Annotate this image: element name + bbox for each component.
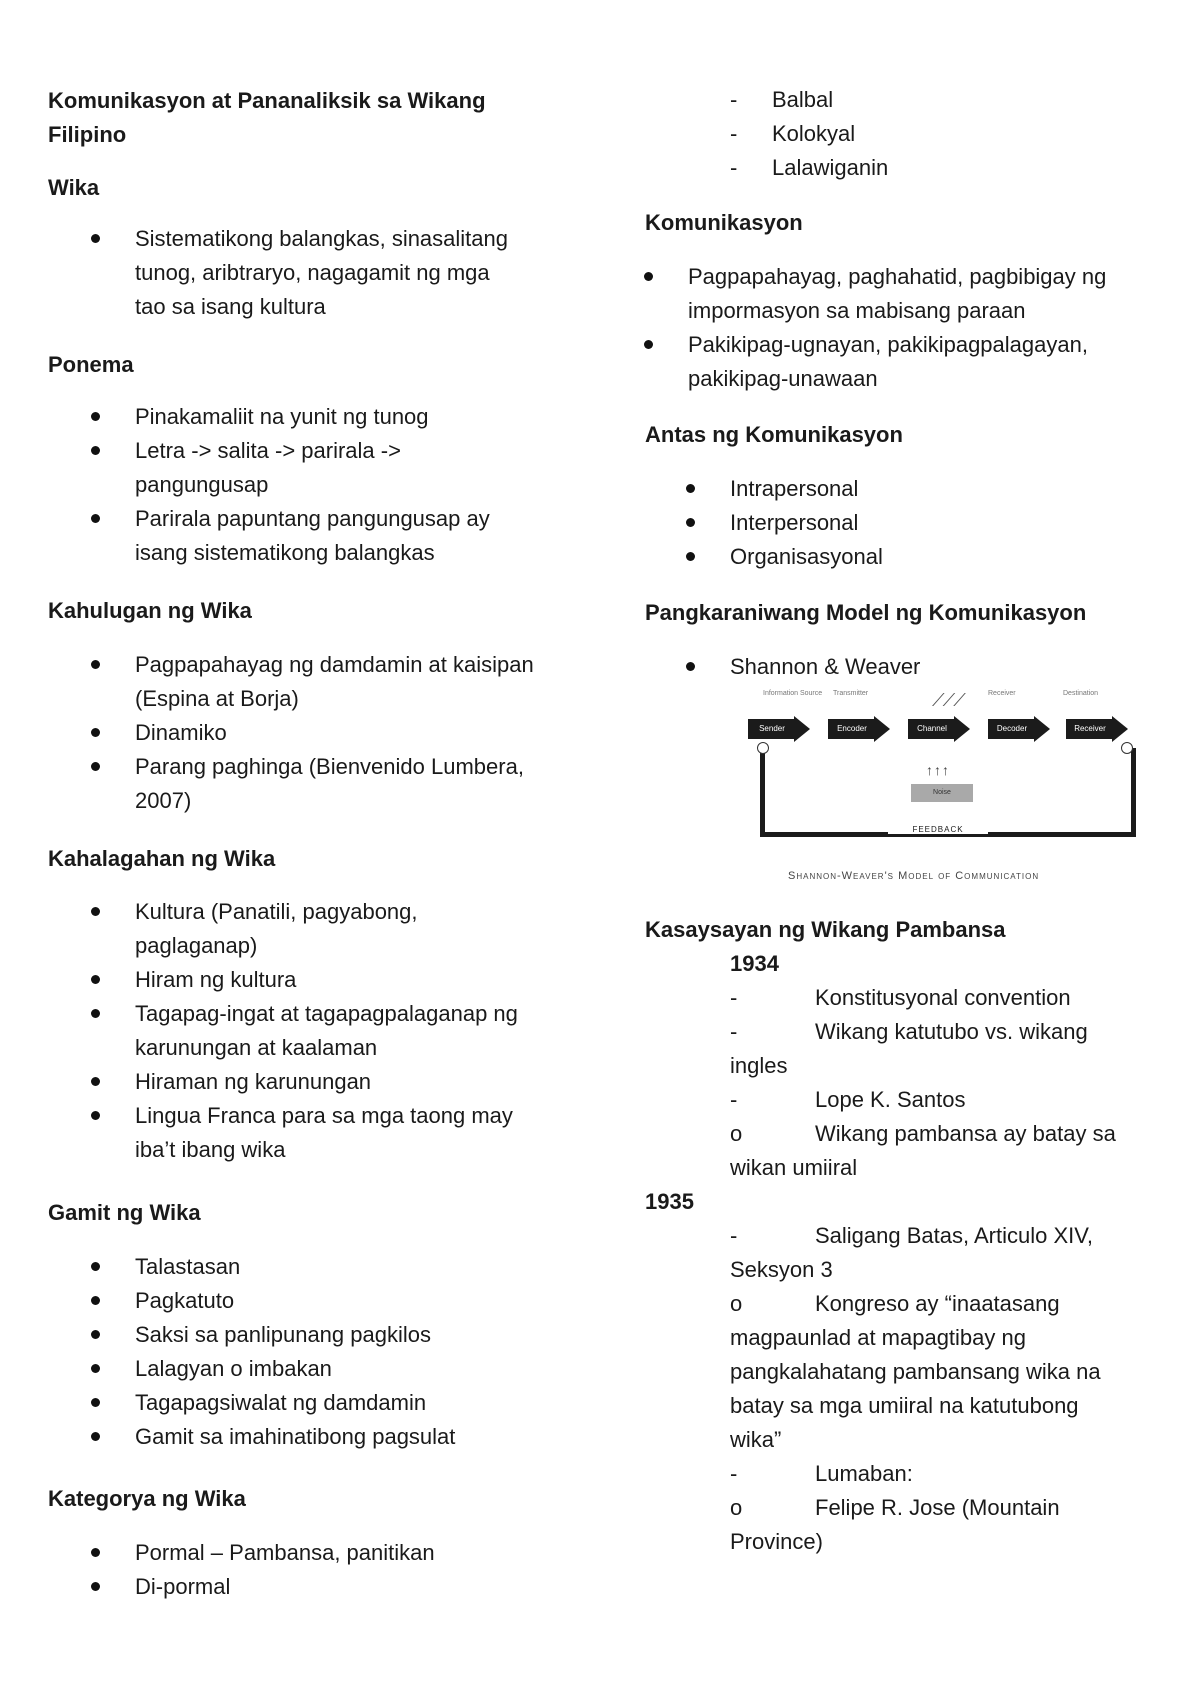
item-text: Interpersonal: [730, 510, 859, 535]
heading-antas: Antas ng Komunikasyon: [645, 422, 903, 447]
noise-arrows-icon: ↑↑↑: [926, 762, 950, 778]
item-text: 2007): [135, 788, 192, 813]
diagram-caption: Shannon-Weaver's Model of Communication: [788, 870, 1040, 882]
list-item: [135, 1250, 585, 1284]
shannon-weaver-diagram: [748, 690, 1138, 890]
item-text: (Espina at Borja): [135, 686, 299, 711]
arrow-head-icon: [874, 716, 890, 742]
item-text: Kolokyal: [772, 121, 856, 146]
channel-arrow: [908, 716, 970, 742]
item-continuation: pangkalahatang pambansang wika na: [730, 1359, 1101, 1384]
outline-subitem: [730, 1117, 1190, 1151]
item-continuation: batay sa mga umiiral na katutubong: [730, 1393, 1079, 1418]
list-item-cont: [135, 256, 585, 290]
arrow-label: Receiver: [1066, 719, 1114, 739]
list-item: [135, 963, 585, 997]
item-text: pakikipag-unawaan: [688, 366, 878, 391]
item-text: Kongreso ay “inaatasang: [815, 1291, 1060, 1316]
list-item: [135, 1284, 585, 1318]
bullet-icon: [91, 1398, 100, 1407]
year-1935: 1935: [645, 1189, 694, 1214]
stage-label: Information Source: [763, 690, 823, 697]
outline-subitem: [730, 1491, 1200, 1525]
item-text: iba’t ibang wika: [135, 1137, 286, 1162]
item-continuation: ingles: [730, 1053, 788, 1078]
kasaysayan-1934-list: [730, 981, 1190, 1185]
item-text: Organisasyonal: [730, 544, 883, 569]
item-text: Kultura (Panatili, pagyabong,: [135, 899, 418, 924]
bullet-icon: [686, 662, 695, 671]
dash-marker: -: [730, 1223, 738, 1248]
heading-wika: Wika: [48, 175, 100, 200]
kasaysayan-1935-list: [730, 1219, 1200, 1559]
item-text: tunog, aribtraryo, nagagamit ng mga: [135, 260, 490, 285]
stage-label: Destination: [1063, 690, 1099, 697]
year-1934: 1934: [730, 951, 779, 976]
heading-ponema: Ponema: [48, 352, 134, 377]
list-item-cont: [135, 1031, 585, 1065]
sender-arrow: [748, 716, 810, 742]
item-text: Lumaban:: [815, 1461, 913, 1486]
bullet-icon: [91, 1262, 100, 1271]
item-text: karunungan at kaalaman: [135, 1035, 378, 1060]
item-text: Lalawiganin: [772, 155, 889, 180]
dash-marker: -: [730, 1461, 738, 1486]
item-text: Wikang katutubo vs. wikang: [815, 1019, 1088, 1044]
bullet-icon: [91, 446, 100, 455]
list-item: [730, 540, 1170, 574]
item-text: Hiram ng kultura: [135, 967, 297, 992]
item-text: Pagkatuto: [135, 1288, 235, 1313]
dash-item: [730, 151, 1030, 185]
arrow-label: Encoder: [828, 719, 876, 739]
list-item: [135, 1352, 585, 1386]
item-text: Balbal: [772, 87, 834, 112]
item-text: Parirala papuntang pangungusap ay: [135, 506, 490, 531]
dash-marker: -: [730, 1019, 738, 1044]
list-item: [135, 716, 585, 750]
arrow-head-icon: [954, 716, 970, 742]
item-text: Lope K. Santos: [815, 1087, 966, 1112]
list-item-cont: [688, 294, 1178, 328]
outline-item: [730, 1457, 1200, 1491]
list-item-cont: [135, 1133, 585, 1167]
kategorya-list: [135, 1536, 585, 1604]
bullet-icon: [91, 1582, 100, 1591]
item-text: Intrapersonal: [730, 476, 859, 501]
list-item: [135, 648, 585, 682]
list-item: [135, 400, 585, 434]
list-item-cont: [135, 468, 585, 502]
list-item: [730, 506, 1170, 540]
heading-kahulugan: Kahulugan ng Wika: [48, 598, 252, 623]
circle-marker: o: [730, 1121, 743, 1146]
bullet-icon: [644, 272, 653, 281]
bullet-icon: [91, 1548, 100, 1557]
list-item: [135, 1420, 585, 1454]
heading-gamit: Gamit ng Wika: [48, 1200, 201, 1225]
list-item: [135, 750, 585, 784]
item-continuation: Seksyon 3: [730, 1257, 833, 1282]
item-text: Pinakamaliit na yunit ng tunog: [135, 404, 429, 429]
item-text: Gamit sa imahinatibong pagsulat: [135, 1424, 456, 1449]
heading-kategorya: Kategorya ng Wika: [48, 1486, 246, 1511]
title-line-1: Komunikasyon at Pananaliksik sa Wikang: [48, 88, 486, 113]
list-item: [135, 1536, 585, 1570]
bullet-icon: [91, 1432, 100, 1441]
list-item: [135, 997, 585, 1031]
list-item-cont: [135, 536, 585, 570]
list-item-cont: [135, 682, 585, 716]
item-text: Hiraman ng karunungan: [135, 1069, 372, 1094]
decoder-arrow: [988, 716, 1050, 742]
list-item: [135, 895, 585, 929]
signal-waves-icon: ⟋⟋⟋: [932, 690, 964, 710]
loop-start-icon: [757, 742, 769, 754]
circle-marker: o: [730, 1291, 743, 1316]
kahalagahan-list: [135, 895, 585, 1167]
dash-marker: -: [730, 121, 738, 146]
bullet-icon: [91, 412, 100, 421]
item-continuation: magpaunlad at mapagtibay ng: [730, 1325, 1026, 1350]
item-text: Tagapag-ingat at tagapagpalaganap ng: [135, 1001, 518, 1026]
dash-marker: -: [730, 1087, 738, 1112]
bullet-icon: [91, 514, 100, 523]
bullet-icon: [91, 1296, 100, 1305]
item-text: pangungusap: [135, 472, 269, 497]
item-text: Pagpapahayag, paghahatid, pagbibigay ng: [688, 264, 1107, 289]
list-item: [730, 650, 1170, 684]
bullet-icon: [91, 728, 100, 737]
bullet-icon: [91, 1330, 100, 1339]
bullet-icon: [91, 234, 100, 243]
outline-item: [730, 1083, 1190, 1117]
bullet-icon: [686, 518, 695, 527]
item-text: Dinamiko: [135, 720, 227, 745]
bullet-icon: [686, 552, 695, 561]
list-item: [135, 434, 585, 468]
item-text: tao sa isang kultura: [135, 294, 326, 319]
dash-marker: -: [730, 87, 738, 112]
dash-marker: -: [730, 155, 738, 180]
ponema-list: [135, 400, 585, 570]
list-item: [135, 1318, 585, 1352]
outline-item: [730, 1015, 1190, 1049]
bullet-icon: [644, 340, 653, 349]
item-text: Parang paghinga (Bienvenido Lumbera,: [135, 754, 524, 779]
list-item: [730, 472, 1170, 506]
outline-subitem: [730, 1287, 1200, 1321]
list-item: [688, 260, 1178, 294]
stage-label: Receiver: [988, 690, 1016, 697]
circle-marker: o: [730, 1495, 743, 1520]
list-item-cont: [135, 784, 585, 818]
item-text: Saligang Batas, Articulo XIV,: [815, 1223, 1094, 1248]
outline-item: [730, 981, 1190, 1015]
stage-label: Transmitter: [833, 690, 869, 697]
list-item: [135, 1065, 585, 1099]
model-list: [730, 650, 1170, 684]
arrow-label: Sender: [748, 719, 796, 739]
bullet-icon: [686, 484, 695, 493]
list-item: [135, 502, 585, 536]
arrow-head-icon: [1112, 716, 1128, 742]
encoder-arrow: [828, 716, 890, 742]
dash-item: [730, 83, 1030, 117]
heading-kahalagahan: Kahalagahan ng Wika: [48, 846, 276, 871]
dash-list: [730, 83, 1030, 185]
outline-item: [730, 1219, 1200, 1253]
bullet-icon: [91, 1364, 100, 1373]
item-text: paglaganap): [135, 933, 258, 958]
item-text: Sistematikong balangkas, sinasalitang: [135, 226, 509, 251]
list-item: [135, 1099, 585, 1133]
item-text: Felipe R. Jose (Mountain: [815, 1495, 1060, 1520]
antas-list: [730, 472, 1170, 574]
list-item: [135, 1570, 585, 1604]
dash-marker: -: [730, 985, 738, 1010]
item-text: Di-pormal: [135, 1574, 231, 1599]
item-continuation: wikan umiiral: [730, 1155, 858, 1180]
dash-item: [730, 117, 1030, 151]
bullet-icon: [91, 1111, 100, 1120]
item-text: Konstitusyonal convention: [815, 985, 1071, 1010]
arrow-label: Channel: [908, 719, 956, 739]
komunikasyon-list: [688, 260, 1178, 396]
item-text: Wikang pambansa ay batay sa: [815, 1121, 1116, 1146]
item-text: Pagpapahayag ng damdamin at kaisipan: [135, 652, 534, 677]
receiver-arrow: [1066, 716, 1128, 742]
item-text: Lingua Franca para sa mga taong may: [135, 1103, 513, 1128]
noise-box: Noise: [911, 784, 973, 802]
item-text: impormasyon sa mabisang paraan: [688, 298, 1026, 323]
item-continuation: wika”: [730, 1427, 782, 1452]
item-text: Talastasan: [135, 1254, 241, 1279]
title-line-2: Filipino: [48, 122, 127, 147]
item-text: Shannon & Weaver: [730, 654, 921, 679]
heading-komunikasyon: Komunikasyon: [645, 210, 803, 235]
list-item: [135, 1386, 585, 1420]
bullet-icon: [91, 660, 100, 669]
loop-end-icon: [1121, 742, 1133, 754]
list-item: [688, 328, 1178, 362]
arrow-head-icon: [1034, 716, 1050, 742]
document-title: [48, 84, 486, 152]
item-continuation: Province): [730, 1529, 823, 1554]
heading-kasaysayan: Kasaysayan ng Wikang Pambansa: [645, 917, 1006, 942]
bullet-icon: [91, 1009, 100, 1018]
wika-list: [135, 222, 585, 324]
item-text: Letra -> salita -> parirala ->: [135, 438, 401, 463]
gamit-list: [135, 1250, 585, 1454]
item-text: isang sistematikong balangkas: [135, 540, 435, 565]
item-text: Tagapagsiwalat ng damdamin: [135, 1390, 427, 1415]
bullet-icon: [91, 907, 100, 916]
item-text: Pormal – Pambansa, panitikan: [135, 1540, 435, 1565]
feedback-label: FEEDBACK: [888, 825, 988, 834]
bullet-icon: [91, 1077, 100, 1086]
item-text: Lalagyan o imbakan: [135, 1356, 332, 1381]
heading-model: Pangkaraniwang Model ng Komunikasyon: [645, 600, 1087, 625]
item-text: Pakikipag-ugnayan, pakikipagpalagayan,: [688, 332, 1088, 357]
bullet-icon: [91, 975, 100, 984]
list-item-cont: [688, 362, 1178, 396]
bullet-icon: [91, 762, 100, 771]
kahulugan-list: [135, 648, 585, 818]
list-item: [135, 222, 585, 256]
item-text: Saksi sa panlipunang pagkilos: [135, 1322, 431, 1347]
arrow-label: Decoder: [988, 719, 1036, 739]
arrow-head-icon: [794, 716, 810, 742]
list-item-cont: [135, 929, 585, 963]
list-item-cont: [135, 290, 585, 324]
